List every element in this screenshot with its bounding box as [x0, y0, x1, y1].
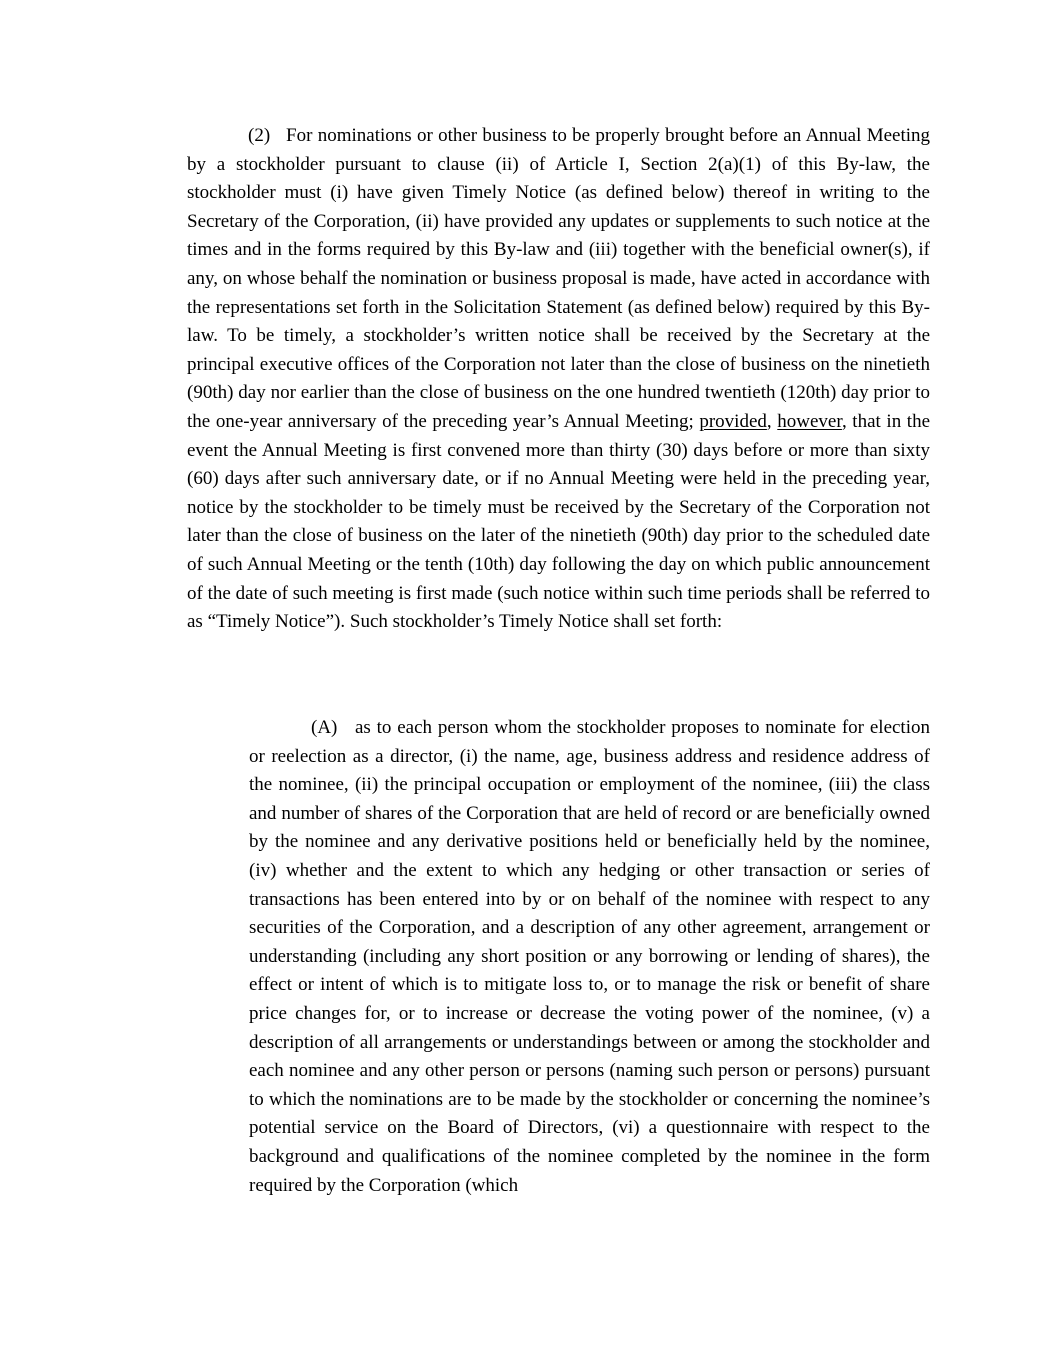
however-underlined: however — [777, 410, 842, 432]
paragraph-2-number: (2) — [248, 125, 271, 146]
paragraph-a-text: as to each person whom the stockholder proposes to nominate for election or reelection as a director, (i) the name, age, business address and residence address of the nominee, (ii) the principal occupation or employment of the nominee, (iii) the class and number of shares of the Corporation that are held of record or are beneficially owned by the nominee and any derivative positions held or beneficially held by the nominee, (iv) whether and the extent to which any hedging or other transaction or series of transactions has been entered into by or on behalf of the nominee with respect to any securities of the Corporation, and a description of any other agreement, arrangement or understanding (including any short position or any borrowing or lending of shares), the effect or intent of which is to mitigate loss to, or to manage the risk or benefit of share price changes for, or to increase or decrease the voting power of the nominee, (v) a description of all arrangements or understandings between or among the stockholder and each nominee and any other person or persons (naming such person or persons) pursuant to which the nominations are to be made by the stockholder or concerning the nominee’s potential service on the Board of Directors, (vi) a questionnaire with respect to the background and qualifications of the nominee completed by the nominee in the form required by the Corporation (which — [249, 717, 930, 1196]
paragraph-2-text-part-2: , that in the event the Annual Meeting is first convened more than thirty (30) days before or more than sixty (60) days after such anniversary date, or if no Annual Meeting were held in the preceding year, notice by the stockholder to be timely must be received by the Secretary of the Corporation not later than the close of business on the later of the ninetieth (90th) day prior to the scheduled date of such Annual Meeting or the tenth (10th) day following the day on which public announcement of the date of such meeting is first made (such notice within such time periods shall be referred to as “Timely Notice”). Such stockholder’s Timely Notice shall set forth: — [187, 410, 931, 633]
paragraph-a-number: (A) — [311, 717, 338, 738]
provided-underlined: provided — [699, 410, 767, 432]
paragraph-2 — [187, 122, 930, 637]
paragraph-2-text-part-1: For nominations or other business to be properly brought before an Annual Meeting by a stockholder pursuant to clause (ii) of Article I, Section 2(a)(1) of this By-law, the stockholder must (i) have given Timely Notice (as defined below) thereof in writing to the Secretary of the Corporation, (ii) have provided any updates or supplements to such notice at the times and in the forms required by this By-law and (iii) together with the beneficial owner(s), if any, on whose behalf the nomination or business proposal is made, have acted in accordance with the representations set forth in the Solicitation Statement (as defined below) required by this By-law. To be timely, a stockholder’s written notice shall be received by the Secretary at the principal executive offices of the Corporation not later than the close of business on the ninetieth (90th) day nor earlier than the close of business on the one hundred twentieth (120th) day prior to the one-year anniversary of the preceding year’s Annual Meeting; — [187, 125, 931, 432]
paragraph-a — [249, 714, 930, 1200]
provided-comma: , — [766, 410, 772, 432]
